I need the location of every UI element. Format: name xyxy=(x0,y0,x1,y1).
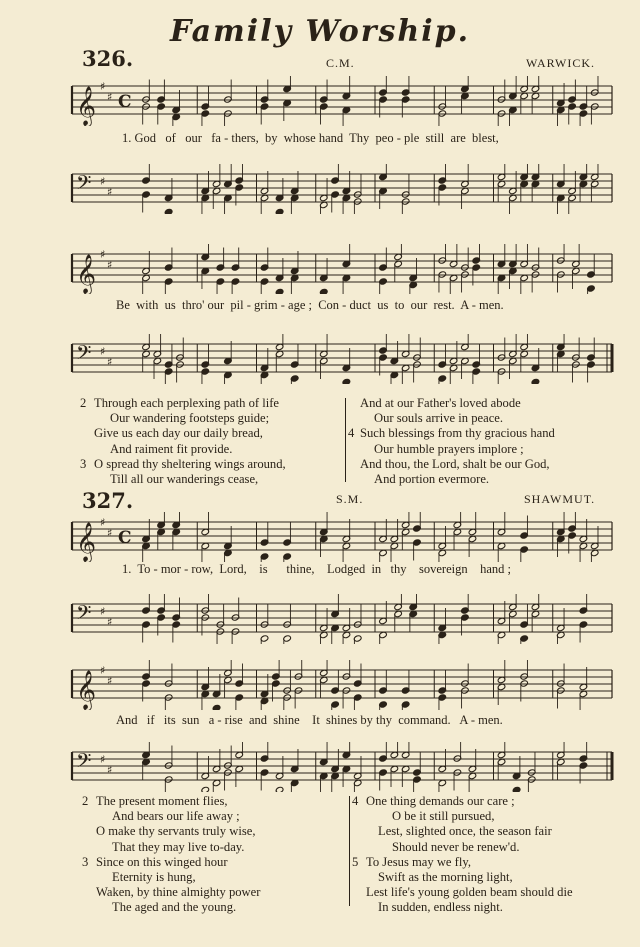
lyric-line: And if its sun a - rise and shine It shines by thy command. A - men. xyxy=(116,713,503,727)
verse-line: Waken, by thine almighty power xyxy=(96,885,261,900)
verse xyxy=(80,457,286,487)
verse xyxy=(352,855,573,916)
lyric-line: 1. To - mor - row, Lord, is thine, Lodged in thy sovereign hand ; xyxy=(122,562,512,576)
verse-line: Our wandering footsteps guide; xyxy=(110,411,270,426)
sharp-icon: ♯ xyxy=(107,763,113,777)
verse-line: Our humble prayers implore ; xyxy=(374,441,524,456)
verse xyxy=(80,396,286,457)
verse-line: O be it still pursued, xyxy=(392,809,495,824)
tune-name: WARWICK. xyxy=(526,56,595,70)
verse-number: 2 xyxy=(80,396,87,410)
verse xyxy=(82,855,260,916)
sharp-icon: ♯ xyxy=(107,355,113,369)
sharp-icon: ♯ xyxy=(100,605,106,618)
verse-line: O spread thy sheltering wings around, xyxy=(94,456,286,471)
tune-name: SHAWMUT. xyxy=(524,492,596,506)
page-title: Family Worship. xyxy=(169,14,471,49)
verse-line: The aged and the young. xyxy=(112,900,237,915)
common-time-icon: C xyxy=(118,92,132,112)
music-system-bass xyxy=(0,594,640,644)
verse-line: Lest life's young golden beam should die xyxy=(366,885,573,900)
verse-line: And thou, the Lord, shalt be our God, xyxy=(360,456,550,471)
sharp-icon: ♯ xyxy=(100,664,106,677)
verse-number: 4 xyxy=(348,426,355,441)
sharp-icon: ♯ xyxy=(107,258,113,272)
verse-number: 3 xyxy=(80,456,87,471)
music-system-treble xyxy=(0,660,640,710)
verse xyxy=(352,794,573,855)
verse-number: 4 xyxy=(352,794,359,808)
verses-left-column xyxy=(80,396,286,487)
sharp-icon: ♯ xyxy=(100,248,106,261)
sharp-icon: ♯ xyxy=(107,674,113,688)
sharp-icon: ♯ xyxy=(100,753,106,766)
sharp-icon: ♯ xyxy=(107,526,113,540)
verses-right-column xyxy=(352,794,573,916)
verses-left-column xyxy=(82,794,260,916)
verse-line: Lest, slighted once, the season fair xyxy=(378,824,552,839)
lyric-line: Be with us thro' our pil - grim - age ; Con - duct us to our rest. A - men. xyxy=(116,298,504,312)
music-system-treble xyxy=(0,244,640,294)
sharp-icon: ♯ xyxy=(100,175,106,188)
verse xyxy=(82,794,260,855)
treble-clef-icon: 𝄞 xyxy=(76,522,97,562)
treble-clef-icon: 𝄞 xyxy=(76,254,97,294)
treble-clef-icon: 𝄞 xyxy=(76,86,97,126)
verse-line: To Jesus may we fly, xyxy=(366,854,471,869)
verse-number: 5 xyxy=(352,854,359,869)
music-system-treble xyxy=(0,512,640,562)
treble-clef-icon: 𝄞 xyxy=(76,670,97,710)
music-system-treble xyxy=(0,76,640,126)
verse-line: Our souls arrive in peace. xyxy=(374,411,504,426)
lyric-line: 1. God of our fa - thers, by whose hand Thy peo - ple still are blest, xyxy=(122,131,499,145)
bass-clef-icon: 𝄢 xyxy=(76,749,92,777)
verse-line: Such blessings from thy gracious hand xyxy=(360,426,555,441)
verse xyxy=(360,396,555,426)
sharp-icon: ♯ xyxy=(100,345,106,358)
sharp-icon: ♯ xyxy=(107,90,113,104)
verse-line: The present moment flies, xyxy=(96,794,228,808)
verse-number: 2 xyxy=(82,794,89,808)
bass-clef-icon: 𝄢 xyxy=(76,171,92,199)
sharp-icon: ♯ xyxy=(100,516,106,529)
verse xyxy=(348,426,555,487)
verse-line: And bears our life away ; xyxy=(112,809,240,824)
hymn-meter: C.M. xyxy=(326,56,355,70)
verse-line: Till all our wanderings cease, xyxy=(110,472,259,487)
verse-line: One thing demands our care ; xyxy=(366,794,515,808)
verse-number: 3 xyxy=(82,854,89,869)
bass-clef-icon: 𝄢 xyxy=(76,601,92,629)
verse-line: Eternity is hung, xyxy=(112,870,196,885)
verse-line: Give us each day our daily bread, xyxy=(94,426,263,441)
column-divider xyxy=(345,398,346,482)
verses-right-column xyxy=(348,396,555,487)
bass-clef-icon: 𝄢 xyxy=(76,341,92,369)
sharp-icon: ♯ xyxy=(107,615,113,629)
column-divider xyxy=(349,796,350,906)
verse-line: O make thy servants truly wise, xyxy=(96,824,256,839)
verse-line: Through each perplexing path of life xyxy=(94,396,279,410)
verse-line: That they may live to-day. xyxy=(112,839,245,854)
verse-line: And at our Father's loved abode xyxy=(360,396,521,410)
verse-line: And portion evermore. xyxy=(374,472,490,487)
hymn-number: 326. xyxy=(82,46,134,71)
verse-line: Since on this winged hour xyxy=(96,854,228,869)
sharp-icon: ♯ xyxy=(100,80,106,93)
music-system-bass xyxy=(0,334,640,384)
music-system-bass xyxy=(0,164,640,214)
verse-line: Swift as the morning light, xyxy=(378,870,513,885)
verse-line: And raiment fit provide. xyxy=(110,441,233,456)
music-system-bass xyxy=(0,742,640,792)
hymn-number: 327. xyxy=(82,488,134,513)
common-time-icon: C xyxy=(118,528,132,548)
sharp-icon: ♯ xyxy=(107,185,113,199)
hymn-meter: S.M. xyxy=(336,492,364,506)
verse-line: In sudden, endless night. xyxy=(378,900,503,915)
verse-line: Should never be renew'd. xyxy=(392,839,520,854)
